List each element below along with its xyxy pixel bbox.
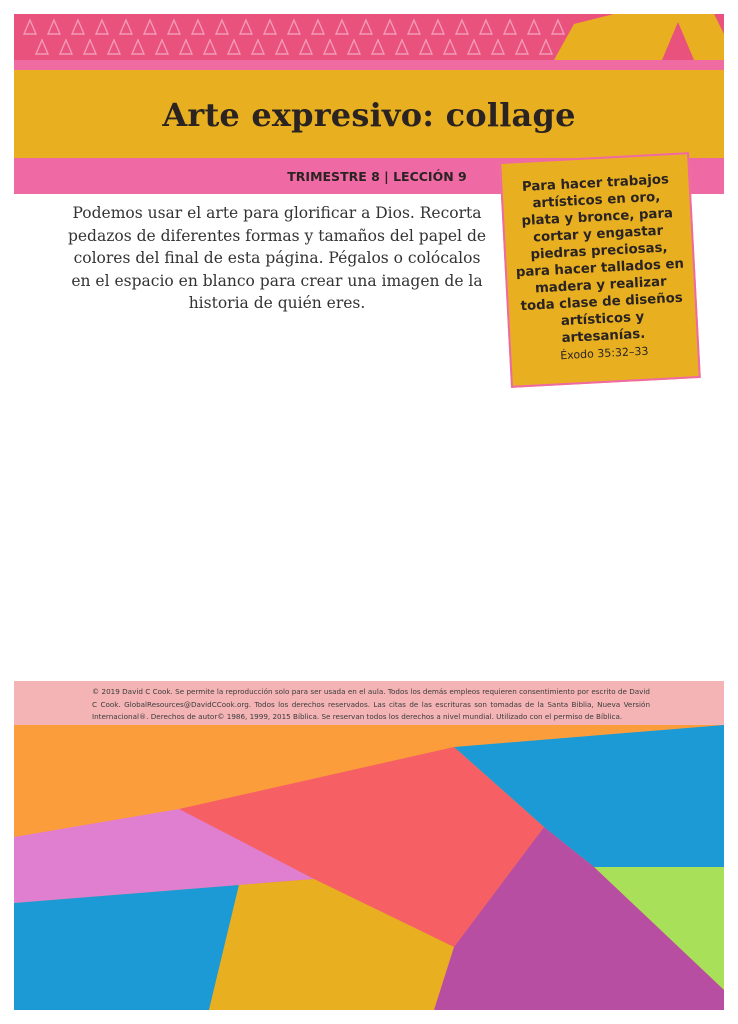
triangle-motif [276, 40, 288, 54]
triangle-motif [348, 40, 360, 54]
triangle-motif [192, 20, 204, 34]
colored-paper-collage[interactable] [14, 725, 724, 1010]
triangle-motif [168, 20, 180, 34]
triangle-motif [156, 40, 168, 54]
triangle-motif [492, 40, 504, 54]
triangle-motif [252, 40, 264, 54]
copyright-band [14, 681, 724, 725]
triangle-motif [264, 20, 276, 34]
triangle-motif [60, 40, 72, 54]
triangle-motif [144, 20, 156, 34]
lesson-subtitle: TRIMESTRE 8 | LECCIÓN 9 [287, 169, 467, 184]
triangle-motif [324, 40, 336, 54]
triangle-motif [48, 20, 60, 34]
instructions-text: Podemos usar el arte para glorificar a Dios. Recorta pedazos de diferentes formas y tamaños del papel de colores del final de esta página. Pégalos o colócalos en el espacio en blanco para crear una imagen de la historia de quién eres. [67, 204, 487, 312]
triangle-motif [288, 20, 300, 34]
triangle-motif [240, 20, 252, 34]
triangle-motif [180, 40, 192, 54]
triangle-motif [528, 20, 540, 34]
title-band [14, 70, 724, 158]
pink-stripe [14, 60, 724, 70]
triangle-motif [480, 20, 492, 34]
triangle-motif [96, 20, 108, 34]
triangle-motif [360, 20, 372, 34]
triangle-motif [132, 40, 144, 54]
triangle-motif [444, 40, 456, 54]
triangle-motif [120, 20, 132, 34]
triangle-motif [36, 40, 48, 54]
triangle-motif [504, 20, 516, 34]
triangle-motif [432, 20, 444, 34]
triangle-motif [300, 40, 312, 54]
triangle-motif [312, 20, 324, 34]
verse-text: Para hacer trabajos artísticos en oro, plata y bronce, para cortar y engastar piedras preciosas, para hacer tallados en madera y realizar toda clase de diseños artísticos y artesanías. [515, 172, 685, 347]
yellow-shape [554, 14, 724, 60]
triangle-motif [396, 40, 408, 54]
triangle-motif [336, 20, 348, 34]
decorative-pattern-band [14, 14, 724, 60]
triangle-motif [72, 20, 84, 34]
page-title: Arte expresivo: collage [162, 96, 576, 134]
verse-card [499, 152, 701, 388]
triangle-motif [552, 20, 564, 34]
triangle-motif [24, 20, 36, 34]
triangle-motif [84, 40, 96, 54]
verse-reference: Éxodo 35:32–33 [559, 344, 649, 363]
triangle-motif [204, 40, 216, 54]
triangle-motif [408, 20, 420, 34]
triangle-pattern [14, 14, 724, 60]
triangle-motif [468, 40, 480, 54]
triangle-motif [228, 40, 240, 54]
triangle-motif [384, 20, 396, 34]
blue-paper-small[interactable] [14, 885, 239, 1010]
triangle-motif [420, 40, 432, 54]
triangle-motif [216, 20, 228, 34]
triangle-motif [516, 40, 528, 54]
triangle-motif [372, 40, 384, 54]
triangle-motif [108, 40, 120, 54]
triangle-motif [540, 40, 552, 54]
copyright-text: © 2019 David C Cook. Se permite la reproducción solo para ser usada en el aula. Todos los demás empleos requieren consentimiento por escrito de David C Cook. GlobalResources@DavidCCook.org. Todos los derechos reservados. Las citas de las escrituras son tomadas de la Santa Biblia, Nueva Versión Internacional®. Derechos de autor© 1986, 1999, 2015 Bíblica. Se reservan todos los derechos a nivel mundial. Utilizado con el permiso de Bíblica. [92, 687, 650, 721]
triangle-motif [456, 20, 468, 34]
